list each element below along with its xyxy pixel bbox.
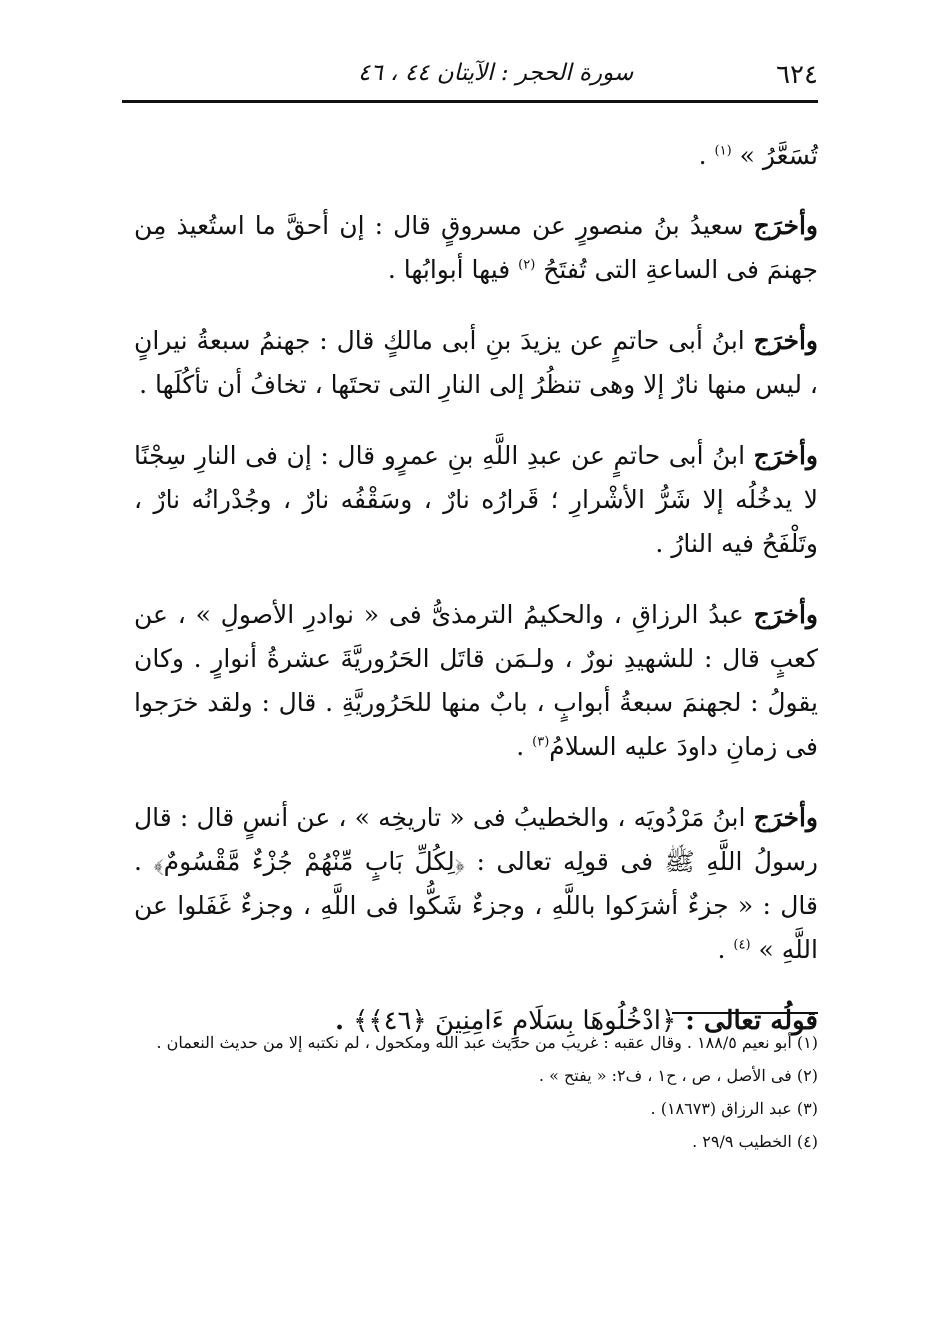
paragraph-tail: .	[717, 935, 734, 964]
footnote: (٣) عبد الرزاق (١٨٦٧٣) .	[650, 1099, 818, 1118]
paragraph-lead: وأخرَج	[753, 803, 818, 832]
paragraph	[134, 204, 818, 292]
header-rule	[122, 100, 818, 103]
running-title: سورة الحجر : الآيتان ٤٤ ، ٤٦	[358, 60, 634, 86]
paragraph-text: ابنُ مَرْدُويَه ، والخطيبُ فى « تاريخِه » ، عن أنسٍ قال : قال رسولُ اللَّهِ ﷺ فى قولِه تعالى : ﴿لِكُلِّ بَابٍ مِّنْهُمْ جُزْءٌ مَّقْسُومٌ﴾ . قال : « جزءٌ أشرَكوا باللَّهِ ، وجزءٌ شَكُّوا فى اللَّهِ ، وجزءٌ غَفَلوا عن اللَّهِ »	[134, 803, 818, 964]
paragraph-lead: وأخرَج	[753, 211, 818, 240]
paragraph-text: عبدُ الرزاقِ ، والحكيمُ الترمذىُّ فى « نوادرِ الأصولِ » ، عن كعبٍ قال : للشهيدِ نورٌ ، ولـمَن قاتَل الحَرُوريَّةَ عشرةُ أنوارٍ . وكان يقولُ : لجهنمَ سبعةُ أبوابٍ ، بابٌ منها للحَرُوريَّةِ . قال : ولقد خرَجوا فى زمانِ داودَ عليه السلامُ	[134, 600, 818, 761]
footnote: (١) أبو نعيم ١٨٨/٥ . وقال عقبه : غريب من حديث عبد الله ومكحول ، لم نكتبه إلا من حديث النعمان .	[156, 1033, 818, 1052]
footnote: (٢) فى الأصل ، ص ، ح١ ، ف٢: « يفتح » .	[538, 1066, 818, 1085]
paragraph-lead: وأخرَج	[753, 326, 818, 355]
verse-heading-tail: .	[334, 1006, 354, 1036]
footnote-rule	[672, 1012, 818, 1014]
paragraph	[134, 796, 818, 972]
paragraph-tail: فيها أبوابُها .	[387, 255, 519, 284]
page-header	[130, 54, 818, 94]
footnotes	[134, 1026, 818, 1158]
paragraph-tail: .	[698, 141, 715, 170]
quran-verse: ﴿ادْخُلُوهَا بِسَلَامٍ ءَامِنِينَ ﴿٤٦﴾﴾	[353, 1006, 677, 1036]
paragraph-text: سعيدُ بنُ منصورٍ عن مسروقٍ قال : إن أحقَّ ما استُعيذ مِن جهنمَ فى الساعةِ التى تُفتَحُ	[134, 211, 818, 284]
paragraph-lead: وأخرَج	[753, 600, 818, 629]
footnote-ref: (١)	[714, 143, 732, 159]
paragraph-tail: .	[516, 732, 533, 761]
main-text	[134, 134, 818, 1070]
footnote-ref: (٢)	[518, 257, 536, 273]
footnote: (٤) الخطيب ٢٩/٩ .	[692, 1132, 818, 1151]
paragraph-lead: وأخرَج	[753, 441, 818, 470]
footnote-ref: (٣)	[532, 734, 550, 750]
paragraph	[134, 134, 818, 178]
paragraph-text: ابنُ أبى حاتمٍ عن عبدِ اللَّهِ بنِ عمرٍو قال : إن فى النارِ سِجْنًا لا يدخُلُه إلا شَرُّ الأشْرارِ ؛ قَرارُه نارٌ ، وسَقْفُه نارٌ ، وجُدْرانُه نارٌ ، وتَلْفَحُ فيه النارُ .	[134, 441, 818, 558]
paragraph	[134, 434, 818, 566]
paragraph-text: ابنُ أبى حاتمٍ عن يزيدَ بنِ أبى مالكٍ قال : جهنمُ سبعةُ نيرانٍ ، ليس منها نارٌ إلا وهى تنظُرُ إلى النارِ التى تحتَها ، تخافُ أن تأكُلَها .	[134, 326, 818, 399]
paragraph-text: تُسَعَّرُ »	[731, 141, 818, 170]
paragraph	[134, 593, 818, 769]
paragraph	[134, 319, 818, 407]
verse-heading-lead: قولُه تعالى :	[676, 1006, 818, 1036]
footnote-ref: (٤)	[733, 937, 751, 953]
page-number: ٦٢٤	[776, 60, 818, 90]
